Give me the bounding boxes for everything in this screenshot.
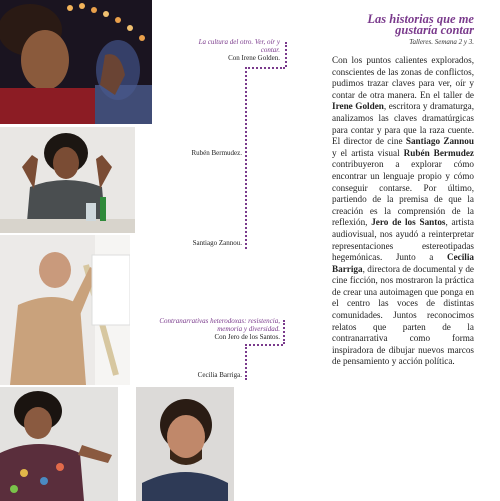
body-segment: Con los puntos calientes explorados, conscientes de las zonas de conflictos, pudimos trazar claves para ver, oír y contar de otra manera. En el taller de [332, 55, 474, 100]
body-text [332, 55, 474, 368]
caption-name-barriga: Cecilia Barriga. [197, 371, 242, 379]
caption-quote-golden: La cultura del otro. Ver, oír y contar. [198, 38, 280, 55]
caption-name-golden: Con Irene Golden. [228, 54, 280, 63]
caption-name-bermudez: Rubén Bermudez. [191, 149, 242, 157]
caption-jero-de-los-santos [140, 317, 280, 342]
caption-name-santos: Con Jero de los Santos. [214, 333, 280, 342]
leader-line-golden [285, 42, 287, 67]
name-santiago-zannou: Santiago Zannou [405, 136, 474, 147]
body-segment: , directora de documental y de cine ficción, nos mostraron la práctica de crear una autoimagen que ponga en el centro las voces de distintas comunidades. Juntos reconocimos relatos que parten de la contranarrativa como forma inspiradora de dibujar nuevos marcos de pensamiento y acción política. [332, 263, 474, 367]
body-segment: , escritora y dramaturga, analizamos las claves dramatúrgicas para contar y para que la raza cuente. El director de cine [332, 101, 475, 147]
page-subtitle: Talleres. Semana 2 y 3. [409, 38, 474, 46]
page-header [324, 14, 474, 46]
santiago-zannou-photo [0, 235, 130, 385]
caption-santiago-zannou [150, 239, 242, 247]
caption-quote-santos: Contranarrativas heterodoxas: resistencia, memoria y diversidad. [159, 317, 280, 334]
irene-golden-photo [0, 0, 152, 124]
cecilia-barriga-photo [136, 387, 234, 501]
caption-irene-golden [190, 38, 280, 63]
name-jero-de-los-santos: Jero de los Santos [371, 217, 446, 228]
name-irene-golden: Irene Golden [332, 101, 384, 112]
ruben-bermudez-photo [0, 127, 135, 233]
name-ruben-bermudez: Rubén Bermudez [403, 147, 474, 158]
body-segment: , artista audiovisual, nos ayudó a reinterpretar representaciones estereotipadas hegemónicas. Junto a [332, 217, 474, 263]
leader-line-vertical [245, 67, 247, 249]
caption-name-zannou: Santiago Zannou. [192, 239, 242, 247]
name-cecilia-barriga: Cecilia Barriga [332, 252, 474, 274]
leader-line-santos [283, 320, 285, 344]
jero-de-los-santos-photo [0, 387, 134, 501]
leader-line-golden-horizontal [245, 67, 285, 69]
body-segment: y el artista visual [332, 147, 404, 158]
page-title: Las historias que me gustaría contar [367, 12, 474, 37]
caption-cecilia-barriga [150, 371, 242, 379]
leader-line-barriga [245, 344, 247, 380]
leader-line-santos-horizontal [245, 344, 283, 346]
body-segment: contribuyeron a explorar cómo encontrar un lenguaje propio y cómo conseguir contarse. Por último, partiendo de la premisa de que la creación es la comprensión de la reflexión, [332, 159, 474, 228]
caption-ruben-bermudez [150, 149, 242, 157]
